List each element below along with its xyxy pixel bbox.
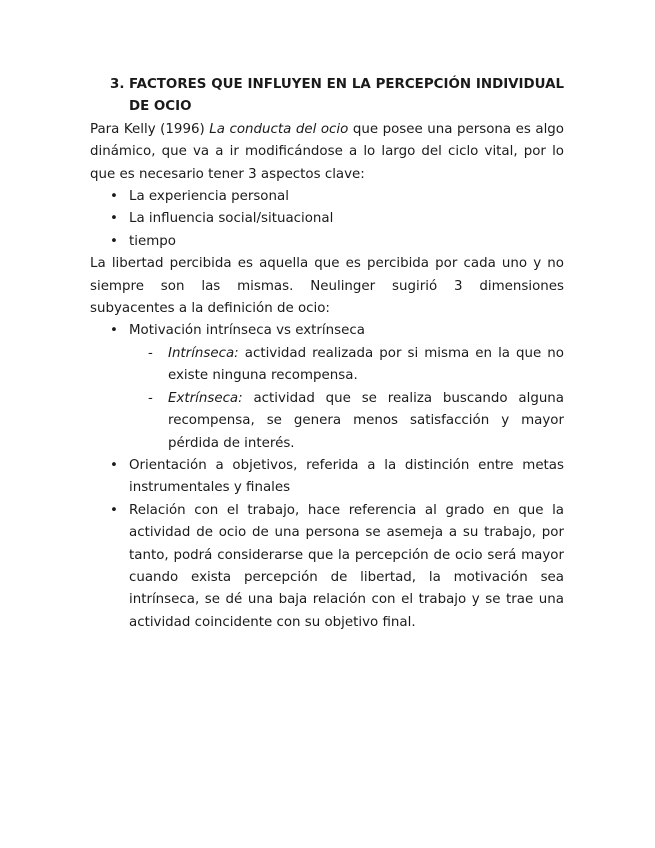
sublist-text: actividad realizada por si misma en la que no existe ninguna recompensa. [168, 345, 564, 384]
sublist-term: Extrínseca: [168, 390, 243, 406]
intro-suffix: que posee una persona es algo dinámico, que va a ir modificándose a lo largo del ciclo vital, por lo que es necesario tener 3 aspectos clave: [90, 121, 564, 182]
freedom-paragraph: La libertad percibida es aquella que es percibida por cada uno y no siempre son las mismas. Neulinger sugirió 3 dimensiones subyacentes a la definición de ocio: [90, 256, 564, 317]
sublist-term: Intrínseca: [168, 345, 239, 361]
sublist-text: actividad que se realiza buscando alguna recompensa, se genera menos satisfacción y mayor pérdida de interés. [168, 390, 564, 451]
document-page [90, 74, 564, 634]
list-item: • tiempo [90, 231, 564, 253]
sublist-item [90, 388, 564, 455]
list-item: • La influencia social/situacional [90, 208, 564, 230]
dimensions-list [90, 320, 564, 634]
aspects-list [90, 186, 564, 253]
intro-italic-title: La conducta del ocio [209, 121, 349, 137]
intro-prefix: Para Kelly (1996) [90, 121, 210, 137]
list-item [90, 320, 564, 454]
section-heading [90, 74, 564, 119]
motivation-sublist [90, 343, 564, 455]
heading-text: FACTORES QUE INFLUYEN EN LA PERCEPCIÓN INDIVIDUAL DE OCIO [129, 77, 564, 115]
dimension-motivation: Motivación intrínseca vs extrínseca [129, 323, 365, 339]
sublist-item [90, 343, 564, 388]
intro-paragraph [90, 119, 564, 186]
list-item: • La experiencia personal [90, 186, 564, 208]
heading-number: 3. [110, 77, 125, 92]
list-item: • Orientación a objetivos, referida a la distinción entre metas instrumentales y finales [90, 455, 564, 500]
list-item: • Relación con el trabajo, hace referencia al grado en que la actividad de ocio de una persona se asemeja a su trabajo, por tanto, podrá considerarse que la percepción de ocio será mayor cuando exista percepción de libertad, la motivación sea intrínseca, se dé una baja relación con el trabajo y se trae una actividad coincidente con su objetivo final. [90, 500, 564, 634]
